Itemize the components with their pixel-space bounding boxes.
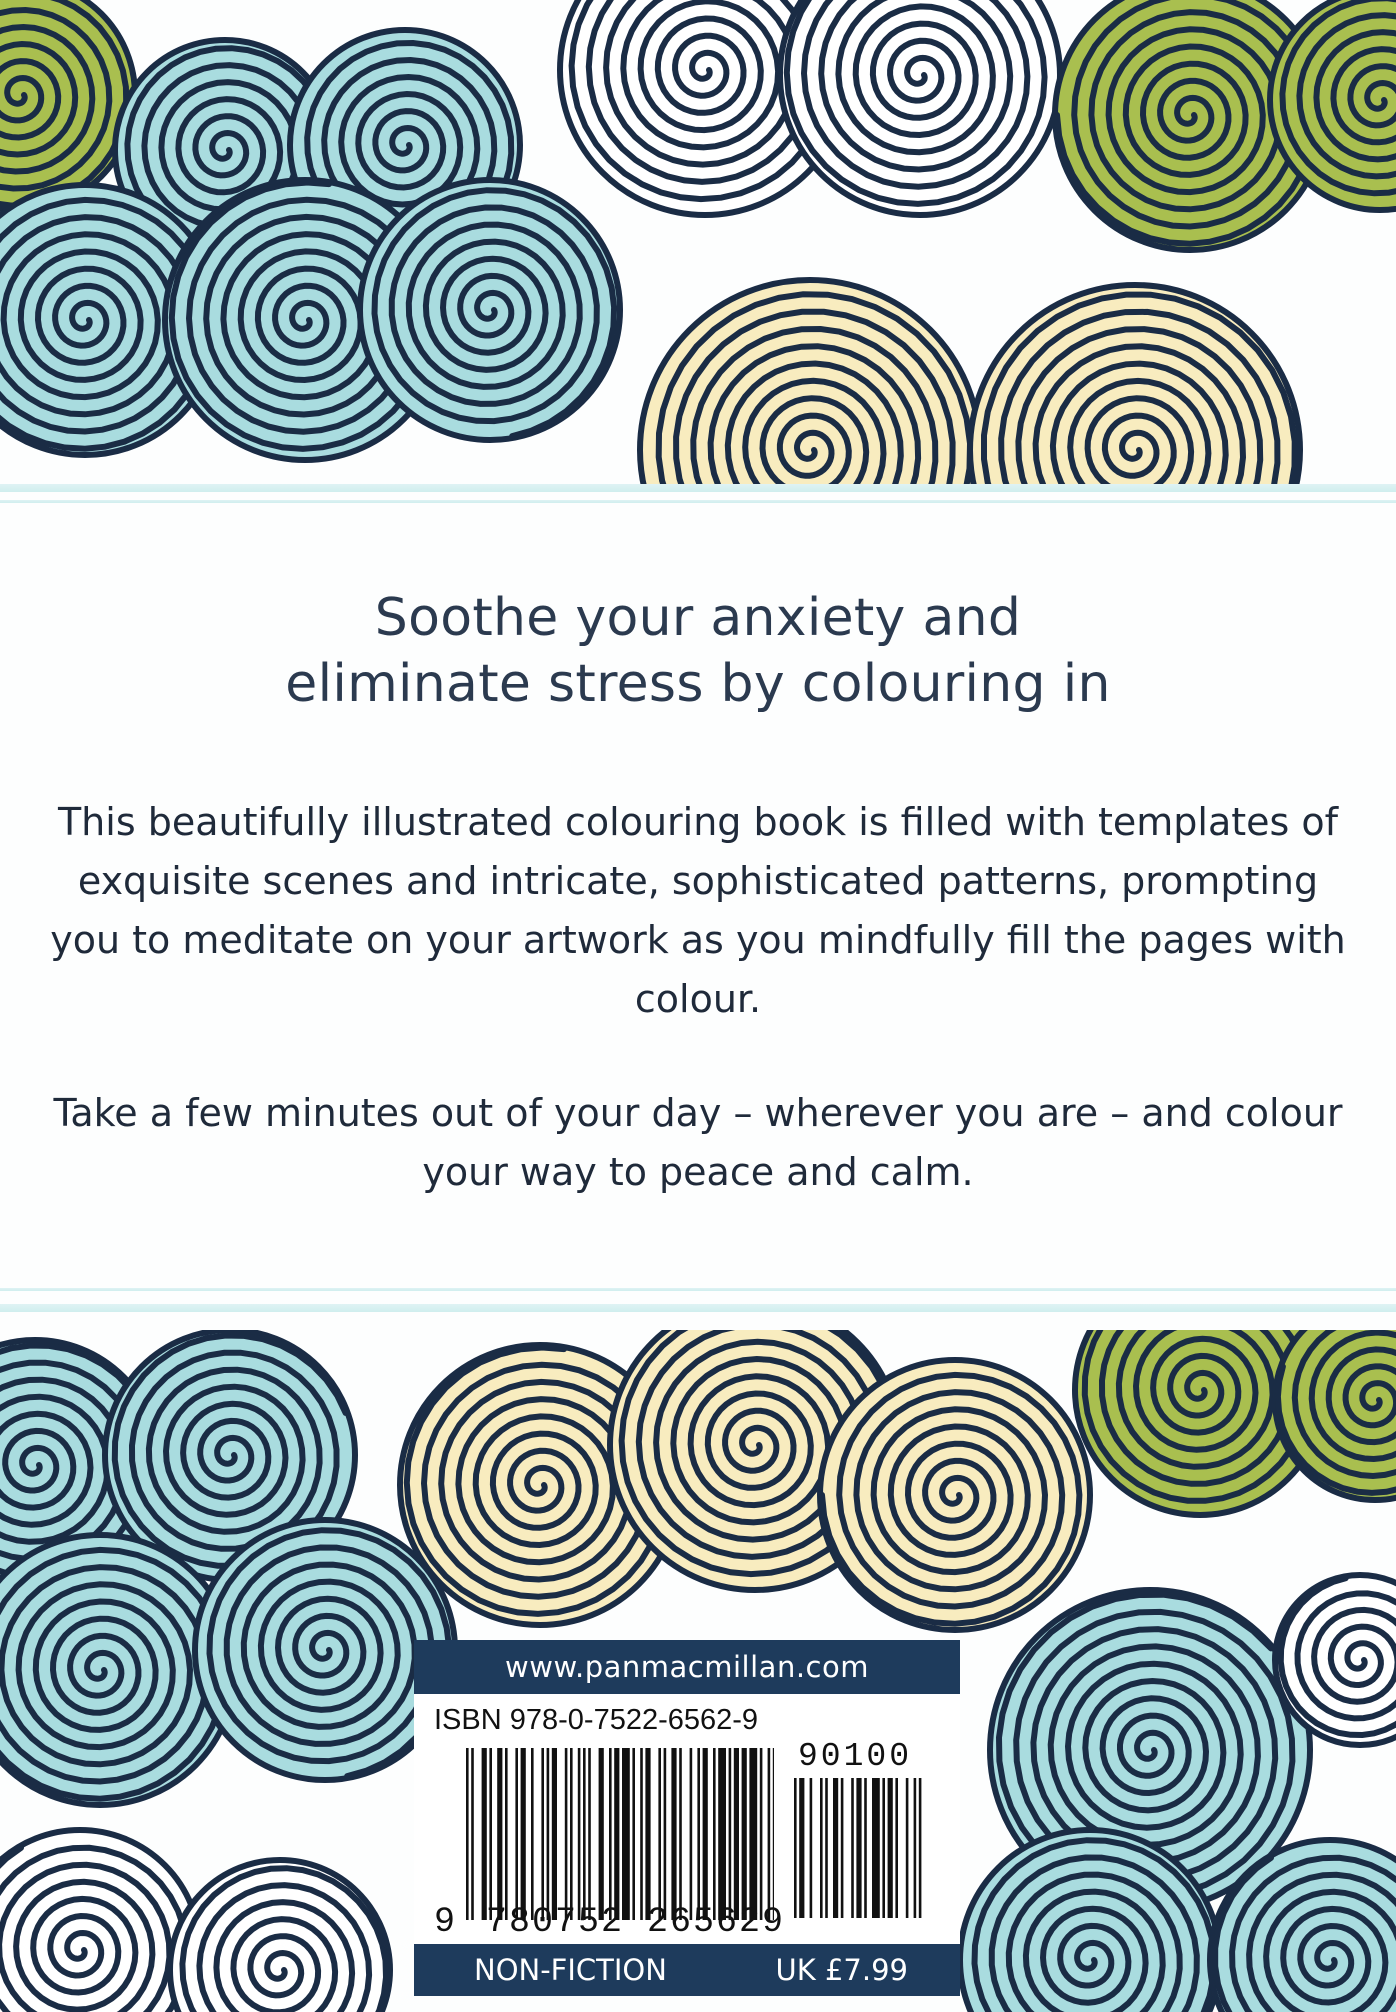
- barcode-digits: 780752 265629: [486, 1902, 786, 1942]
- barcode-bar: [919, 1778, 922, 1918]
- price-addon-number: 90100: [798, 1738, 913, 1775]
- barcode-bar: [645, 1748, 650, 1920]
- barcode-bar: [466, 1748, 469, 1920]
- category-label: NON-FICTION: [474, 1953, 667, 1987]
- barcode-bar: [851, 1778, 854, 1918]
- barcode-bar: [547, 1748, 550, 1920]
- barcode-bar: [632, 1748, 635, 1920]
- ean-barcode: [466, 1748, 774, 1920]
- barcode-bar: [690, 1748, 693, 1920]
- blurb-paragraph-2: Take a few minutes out of your day – wherever you are – and colour your way to peace and calm.: [53, 1091, 1343, 1194]
- barcode-bar: [718, 1748, 726, 1920]
- headline-line-1: Soothe your anxiety and: [374, 588, 1022, 648]
- barcode-bar: [749, 1748, 757, 1920]
- barcode-bar: [810, 1778, 813, 1918]
- barcode-bar: [482, 1748, 487, 1920]
- barcode-bar: [833, 1778, 838, 1918]
- barcode-bar: [578, 1748, 581, 1920]
- barcode-bar: [599, 1748, 604, 1920]
- swirl-pattern-top: [0, 0, 1396, 490]
- swirl-shape: [170, 1860, 390, 2012]
- barcode-bar: [914, 1778, 917, 1918]
- barcode-bar: [799, 1778, 804, 1918]
- swirl-shape: [780, 0, 1060, 215]
- barcode-bar: [906, 1778, 909, 1918]
- price-label: UK £7.99: [775, 1953, 908, 1987]
- barcode-bar: [729, 1748, 732, 1920]
- barcode-bar: [697, 1748, 700, 1920]
- isbn-text: ISBN 978-0-7522-6562-9: [434, 1704, 759, 1736]
- barcode-bar: [841, 1778, 844, 1918]
- swirl-shape: [640, 280, 980, 490]
- barcode-bar: [768, 1748, 771, 1920]
- barcode-bar: [489, 1748, 492, 1920]
- barcode-bar: [541, 1748, 544, 1920]
- divider-line-bottom: [0, 1288, 1396, 1291]
- divider-band-bottom: [0, 1304, 1396, 1312]
- swirl-shape: [970, 285, 1300, 490]
- divider-line-top: [0, 500, 1396, 503]
- barcode-bar: [773, 1748, 774, 1920]
- barcode-bar: [471, 1748, 474, 1920]
- barcode-bar: [552, 1748, 557, 1920]
- barcode-bar: [742, 1748, 747, 1920]
- barcode-bar: [622, 1748, 630, 1920]
- barcode-bar: [888, 1778, 893, 1918]
- barcode-bar: [703, 1748, 708, 1920]
- barcode-bar: [640, 1748, 643, 1920]
- barcode-bar: [794, 1778, 797, 1918]
- swirl-shape: [0, 0, 135, 210]
- barcode-bar: [505, 1748, 508, 1920]
- barcode-bar: [515, 1748, 518, 1920]
- barcode-bar: [521, 1748, 526, 1920]
- barcode-bar: [497, 1748, 502, 1920]
- barcode-bar: [825, 1778, 828, 1918]
- barcode-footer: [414, 1944, 960, 1996]
- barcode-bar: [679, 1748, 682, 1920]
- blurb-paragraph-1: This beautifully illustrated colouring book is filled with templates of exquisite scenes and intricate, sophisticated patterns, prompting you to meditate on your artwork as you mindfully fill the pages with colour.: [50, 800, 1346, 1021]
- swirl-shape: [820, 1360, 1090, 1630]
- barcode-bar: [882, 1778, 885, 1918]
- barcode-lead-digit: 9: [434, 1902, 456, 1942]
- barcode-bar: [614, 1748, 619, 1920]
- barcode-bar: [734, 1748, 739, 1920]
- barcode-bar: [583, 1748, 586, 1920]
- swirl-shape: [360, 180, 620, 440]
- barcode-bar: [658, 1748, 661, 1920]
- addon-barcode: [794, 1778, 922, 1918]
- barcode-bar: [565, 1748, 568, 1920]
- headline-line-2: eliminate stress by colouring in: [285, 654, 1111, 714]
- barcode-bar: [820, 1778, 823, 1918]
- barcode-bar: [609, 1748, 612, 1920]
- barcode-bar: [570, 1748, 573, 1920]
- barcode-bar: [664, 1748, 667, 1920]
- publisher-url[interactable]: www.panmacmillan.com: [414, 1640, 960, 1694]
- barcode-bar: [760, 1748, 763, 1920]
- barcode-panel: [414, 1640, 960, 1996]
- barcode-bar: [895, 1778, 898, 1918]
- barcode-bar: [671, 1748, 676, 1920]
- barcode-bar: [864, 1778, 867, 1918]
- barcode-bar: [588, 1748, 591, 1920]
- barcode-bar: [713, 1748, 716, 1920]
- headline: [0, 585, 1396, 717]
- barcode-bar: [531, 1748, 534, 1920]
- barcode-bar: [856, 1778, 861, 1918]
- divider-band-top: [0, 484, 1396, 492]
- barcode-bar: [872, 1778, 880, 1918]
